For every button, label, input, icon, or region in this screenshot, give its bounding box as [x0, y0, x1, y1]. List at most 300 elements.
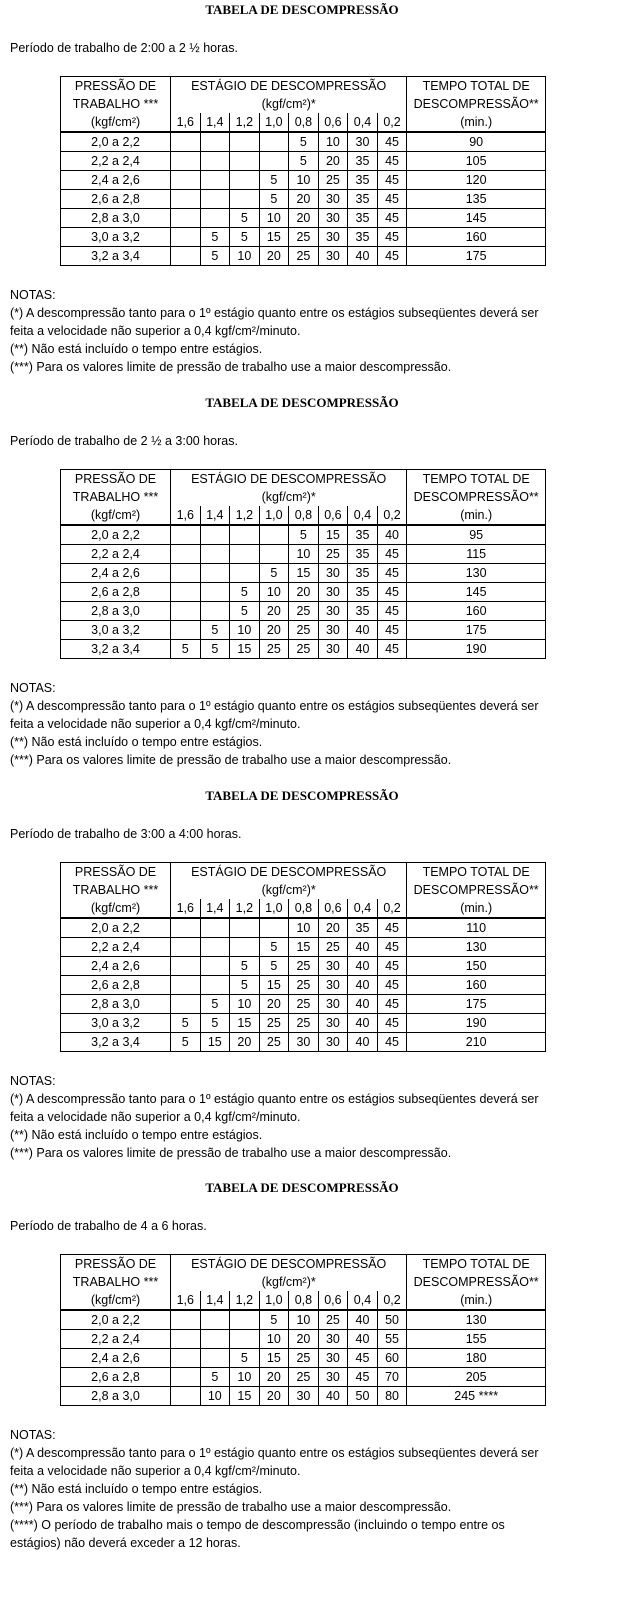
table-row: [61, 190, 546, 209]
header-stage-7: 0,4: [348, 506, 378, 525]
header-stage-8: 0,2: [377, 899, 407, 918]
stage-cell: 15: [230, 1014, 260, 1033]
total-time-cell: 160: [407, 976, 546, 995]
stage-cell: 5: [230, 228, 260, 247]
pressure-cell: 2,0 a 2,2: [61, 132, 171, 152]
note-line: feita a velocidade não superior a 0,4 kgf/cm²/minuto.: [10, 324, 301, 338]
stage-cell: 30: [318, 1330, 348, 1349]
pressure-cell: 2,0 a 2,2: [61, 918, 171, 938]
header-stage-title: ESTÁGIO DE DESCOMPRESSÃO: [171, 1255, 407, 1274]
stage-cell: 20: [259, 602, 289, 621]
stage-cell: 40: [377, 525, 407, 545]
pressure-cell: 2,8 a 3,0: [61, 995, 171, 1014]
stage-cell: 5: [289, 525, 319, 545]
stage-cell: 30: [318, 602, 348, 621]
stage-cell: [230, 171, 260, 190]
header-total-line3: (min.): [407, 506, 546, 525]
header-pressure-line3: (kgf/cm²): [61, 899, 171, 918]
pressure-cell: 2,0 a 2,2: [61, 525, 171, 545]
stage-cell: 40: [348, 640, 378, 659]
stage-cell: 30: [318, 247, 348, 266]
stage-cell: 30: [318, 621, 348, 640]
header-total-line1: TEMPO TOTAL DE: [407, 1255, 546, 1274]
table-row: [61, 957, 546, 976]
table-row: [61, 171, 546, 190]
stage-cell: 15: [259, 976, 289, 995]
stage-cell: 25: [259, 1033, 289, 1052]
stage-cell: 25: [289, 1368, 319, 1387]
stage-cell: [259, 152, 289, 171]
work-period: Período de trabalho de 3:00 a 4:00 horas.: [10, 827, 242, 841]
total-time-cell: 190: [407, 1014, 546, 1033]
header-stage-8: 0,2: [377, 1291, 407, 1310]
stage-cell: [171, 1330, 201, 1349]
stage-cell: 10: [289, 545, 319, 564]
notes-heading: NOTAS:: [10, 1074, 56, 1088]
header-row: [61, 506, 546, 525]
stage-cell: 5: [289, 152, 319, 171]
stage-cell: 15: [289, 564, 319, 583]
note-line: (*) A descompressão tanto para o 1º estágio quanto entre os estágios subseqüentes deverá ser: [10, 699, 539, 713]
stage-cell: 30: [348, 132, 378, 152]
total-time-cell: 160: [407, 228, 546, 247]
stage-cell: 55: [377, 1330, 407, 1349]
stage-cell: [259, 918, 289, 938]
stage-cell: 40: [348, 957, 378, 976]
header-row: [61, 899, 546, 918]
note-line: estágios) não deverá exceder a 12 horas.: [10, 1536, 241, 1550]
stage-cell: 40: [348, 938, 378, 957]
stage-cell: [200, 132, 230, 152]
stage-cell: [200, 190, 230, 209]
stage-cell: 45: [377, 564, 407, 583]
note-line: (**) Não está incluído o tempo entre estágios.: [10, 342, 263, 356]
header-stage-4: 1,0: [259, 899, 289, 918]
stage-cell: 30: [318, 583, 348, 602]
header-total-line1: TEMPO TOTAL DE: [407, 863, 546, 882]
stage-cell: 15: [230, 640, 260, 659]
note-line: feita a velocidade não superior a 0,4 kgf/cm²/minuto.: [10, 1464, 301, 1478]
stage-cell: 25: [289, 228, 319, 247]
stage-cell: [200, 1330, 230, 1349]
stage-cell: 50: [348, 1387, 378, 1406]
total-time-cell: 130: [407, 938, 546, 957]
stage-cell: 30: [318, 957, 348, 976]
stage-cell: [171, 247, 201, 266]
table-row: [61, 525, 546, 545]
header-stage-1: 1,6: [171, 1291, 201, 1310]
stage-cell: 45: [377, 583, 407, 602]
header-pressure-line2: TRABALHO ***: [61, 1273, 171, 1291]
header-total-line2: DESCOMPRESSÃO**: [407, 881, 546, 899]
stage-cell: [230, 918, 260, 938]
stage-cell: [171, 995, 201, 1014]
pressure-cell: 2,6 a 2,8: [61, 583, 171, 602]
stage-cell: 35: [348, 190, 378, 209]
pressure-cell: 2,2 a 2,4: [61, 938, 171, 957]
stage-cell: 25: [318, 545, 348, 564]
table-row: [61, 564, 546, 583]
header-pressure-line3: (kgf/cm²): [61, 1291, 171, 1310]
total-time-cell: 245 ****: [407, 1387, 546, 1406]
header-pressure-line3: (kgf/cm²): [61, 506, 171, 525]
header-total-line1: TEMPO TOTAL DE: [407, 77, 546, 96]
stage-cell: [171, 938, 201, 957]
stage-cell: 45: [377, 171, 407, 190]
stage-cell: [171, 957, 201, 976]
header-stage-4: 1,0: [259, 1291, 289, 1310]
stage-cell: 5: [200, 228, 230, 247]
header-row: [61, 863, 546, 882]
stage-cell: 10: [230, 1368, 260, 1387]
total-time-cell: 120: [407, 171, 546, 190]
stage-cell: [230, 545, 260, 564]
note-line: (***) Para os valores limite de pressão de trabalho use a maior descompressão.: [10, 1500, 452, 1514]
total-time-cell: 145: [407, 209, 546, 228]
stage-cell: 5: [259, 938, 289, 957]
notes-heading: NOTAS:: [10, 288, 56, 302]
table-row: [61, 1349, 546, 1368]
header-total-line3: (min.): [407, 113, 546, 132]
stage-cell: 30: [318, 564, 348, 583]
stage-cell: [200, 545, 230, 564]
header-total-line1: TEMPO TOTAL DE: [407, 470, 546, 489]
stage-cell: 45: [377, 152, 407, 171]
header-stage-6: 0,6: [318, 1291, 348, 1310]
header-stage-1: 1,6: [171, 899, 201, 918]
pressure-cell: 3,2 a 3,4: [61, 247, 171, 266]
header-pressure-line2: TRABALHO ***: [61, 488, 171, 506]
total-time-cell: 175: [407, 995, 546, 1014]
note-line: (***) Para os valores limite de pressão de trabalho use a maior descompressão.: [10, 753, 452, 767]
stage-cell: 40: [348, 995, 378, 1014]
header-stage-6: 0,6: [318, 506, 348, 525]
stage-cell: 45: [377, 190, 407, 209]
stage-cell: 45: [377, 957, 407, 976]
total-time-cell: 205: [407, 1368, 546, 1387]
stage-cell: 35: [348, 152, 378, 171]
header-stage-unit: (kgf/cm²)*: [171, 1273, 407, 1291]
stage-cell: [171, 209, 201, 228]
stage-cell: 10: [259, 1330, 289, 1349]
pressure-cell: 3,2 a 3,4: [61, 1033, 171, 1052]
stage-cell: 35: [348, 583, 378, 602]
notes-block: [10, 679, 610, 769]
stage-cell: 40: [348, 1014, 378, 1033]
stage-cell: 5: [230, 976, 260, 995]
header-stage-1: 1,6: [171, 506, 201, 525]
stage-cell: 20: [259, 995, 289, 1014]
stage-cell: 45: [377, 132, 407, 152]
header-row: [61, 1273, 546, 1291]
header-row: [61, 95, 546, 113]
stage-cell: 20: [318, 152, 348, 171]
header-total-line2: DESCOMPRESSÃO**: [407, 95, 546, 113]
table-title: TABELA DE DESCOMPRESSÃO: [205, 1180, 399, 1195]
stage-cell: 35: [348, 602, 378, 621]
stage-cell: 5: [171, 640, 201, 659]
table-row: [61, 1310, 546, 1330]
stage-cell: [200, 1349, 230, 1368]
stage-cell: 25: [289, 995, 319, 1014]
table-row: [61, 1330, 546, 1349]
stage-cell: [200, 583, 230, 602]
header-stage-3: 1,2: [230, 113, 260, 132]
stage-cell: 15: [318, 525, 348, 545]
stage-cell: 15: [259, 1349, 289, 1368]
total-time-cell: 90: [407, 132, 546, 152]
stage-cell: [230, 190, 260, 209]
stage-cell: [200, 152, 230, 171]
stage-cell: 10: [230, 247, 260, 266]
pressure-cell: 3,0 a 3,2: [61, 228, 171, 247]
notes-block: [10, 1426, 610, 1552]
table-row: [61, 209, 546, 228]
stage-cell: 20: [259, 1368, 289, 1387]
header-row: [61, 1255, 546, 1274]
stage-cell: [171, 545, 201, 564]
stage-cell: 30: [318, 209, 348, 228]
total-time-cell: 105: [407, 152, 546, 171]
table-row: [61, 152, 546, 171]
header-pressure-line2: TRABALHO ***: [61, 95, 171, 113]
stage-cell: [200, 171, 230, 190]
table-title: TABELA DE DESCOMPRESSÃO: [205, 2, 399, 17]
stage-cell: 5: [230, 209, 260, 228]
header-total-line3: (min.): [407, 1291, 546, 1310]
header-stage-title: ESTÁGIO DE DESCOMPRESSÃO: [171, 77, 407, 96]
stage-cell: 5: [200, 1014, 230, 1033]
total-time-cell: 115: [407, 545, 546, 564]
pressure-cell: 3,0 a 3,2: [61, 1014, 171, 1033]
stage-cell: 35: [348, 564, 378, 583]
note-line: (***) Para os valores limite de pressão de trabalho use a maior descompressão.: [10, 360, 452, 374]
stage-cell: [171, 1310, 201, 1330]
header-stage-5: 0,8: [289, 1291, 319, 1310]
stage-cell: 5: [259, 1310, 289, 1330]
stage-cell: 5: [259, 190, 289, 209]
stage-cell: 45: [377, 938, 407, 957]
work-period: Período de trabalho de 2 ½ a 3:00 horas.: [10, 434, 238, 448]
stage-cell: 5: [230, 1349, 260, 1368]
stage-cell: 5: [259, 564, 289, 583]
note-line: (*) A descompressão tanto para o 1º estágio quanto entre os estágios subseqüentes deverá ser: [10, 1092, 539, 1106]
header-stage-7: 0,4: [348, 113, 378, 132]
stage-cell: 40: [348, 621, 378, 640]
table-row: [61, 621, 546, 640]
stage-cell: 5: [230, 583, 260, 602]
header-pressure-line1: PRESSÃO DE: [61, 863, 171, 882]
stage-cell: 35: [348, 918, 378, 938]
note-line: (*) A descompressão tanto para o 1º estágio quanto entre os estágios subseqüentes deverá ser: [10, 1446, 539, 1460]
total-time-cell: 190: [407, 640, 546, 659]
header-stage-6: 0,6: [318, 899, 348, 918]
table-row: [61, 640, 546, 659]
note-line: (*) A descompressão tanto para o 1º estágio quanto entre os estágios subseqüentes deverá ser: [10, 306, 539, 320]
stage-cell: 45: [377, 247, 407, 266]
stage-cell: 20: [230, 1033, 260, 1052]
stage-cell: 10: [318, 132, 348, 152]
stage-cell: 10: [259, 583, 289, 602]
header-total-line3: (min.): [407, 899, 546, 918]
total-time-cell: 210: [407, 1033, 546, 1052]
note-line: (**) Não está incluído o tempo entre estágios.: [10, 735, 263, 749]
header-pressure-line2: TRABALHO ***: [61, 881, 171, 899]
stage-cell: 5: [200, 995, 230, 1014]
stage-cell: [171, 171, 201, 190]
note-line: (****) O período de trabalho mais o tempo de descompressão (incluindo o tempo entre os: [10, 1518, 505, 1532]
stage-cell: [171, 976, 201, 995]
stage-cell: 10: [289, 171, 319, 190]
table-row: [61, 1014, 546, 1033]
header-row: [61, 470, 546, 489]
notes-block: [10, 1072, 610, 1162]
stage-cell: 5: [289, 132, 319, 152]
stage-cell: [230, 152, 260, 171]
header-stage-6: 0,6: [318, 113, 348, 132]
stage-cell: [171, 918, 201, 938]
stage-cell: 45: [377, 976, 407, 995]
stage-cell: 25: [289, 247, 319, 266]
stage-cell: [200, 525, 230, 545]
stage-cell: 35: [348, 209, 378, 228]
table-row: [61, 602, 546, 621]
header-row: [61, 1291, 546, 1310]
pressure-cell: 2,8 a 3,0: [61, 602, 171, 621]
pressure-cell: 2,8 a 3,0: [61, 1387, 171, 1406]
pressure-cell: 2,6 a 2,8: [61, 1368, 171, 1387]
header-stage-3: 1,2: [230, 899, 260, 918]
decompression-table: [60, 469, 546, 659]
stage-cell: 5: [200, 1368, 230, 1387]
pressure-cell: 2,4 a 2,6: [61, 1349, 171, 1368]
header-total-line2: DESCOMPRESSÃO**: [407, 488, 546, 506]
stage-cell: [200, 957, 230, 976]
decompression-table: [60, 862, 546, 1052]
stage-cell: 5: [259, 957, 289, 976]
stage-cell: 10: [289, 1310, 319, 1330]
stage-cell: 25: [318, 938, 348, 957]
header-pressure-line1: PRESSÃO DE: [61, 77, 171, 96]
table-row: [61, 132, 546, 152]
stage-cell: 60: [377, 1349, 407, 1368]
header-stage-title: ESTÁGIO DE DESCOMPRESSÃO: [171, 470, 407, 489]
header-stage-5: 0,8: [289, 506, 319, 525]
stage-cell: 25: [289, 1014, 319, 1033]
stage-cell: 30: [289, 1387, 319, 1406]
stage-cell: 35: [348, 525, 378, 545]
header-row: [61, 113, 546, 132]
stage-cell: 30: [318, 1033, 348, 1052]
table-row: [61, 1368, 546, 1387]
stage-cell: [171, 583, 201, 602]
stage-cell: 25: [318, 1310, 348, 1330]
header-stage-unit: (kgf/cm²)*: [171, 488, 407, 506]
table-row: [61, 583, 546, 602]
pressure-cell: 2,2 a 2,4: [61, 545, 171, 564]
stage-cell: 30: [318, 995, 348, 1014]
stage-cell: 40: [348, 1310, 378, 1330]
stage-cell: 25: [259, 640, 289, 659]
pressure-cell: 2,0 a 2,2: [61, 1310, 171, 1330]
header-stage-title: ESTÁGIO DE DESCOMPRESSÃO: [171, 863, 407, 882]
stage-cell: [259, 545, 289, 564]
stage-cell: 45: [377, 602, 407, 621]
stage-cell: 15: [289, 938, 319, 957]
stage-cell: 15: [200, 1033, 230, 1052]
stage-cell: 30: [318, 976, 348, 995]
stage-cell: 5: [259, 171, 289, 190]
stage-cell: 25: [318, 171, 348, 190]
header-row: [61, 881, 546, 899]
stage-cell: 30: [318, 190, 348, 209]
stage-cell: 10: [259, 209, 289, 228]
stage-cell: 25: [289, 602, 319, 621]
pressure-cell: 2,8 a 3,0: [61, 209, 171, 228]
header-stage-8: 0,2: [377, 113, 407, 132]
stage-cell: 30: [289, 1033, 319, 1052]
stage-cell: [230, 1310, 260, 1330]
table-row: [61, 545, 546, 564]
stage-cell: [200, 1310, 230, 1330]
header-pressure-line3: (kgf/cm²): [61, 113, 171, 132]
table-row: [61, 1387, 546, 1406]
table-row: [61, 1033, 546, 1052]
note-line: (**) Não está incluído o tempo entre estágios.: [10, 1128, 263, 1142]
stage-cell: 35: [348, 228, 378, 247]
stage-cell: 70: [377, 1368, 407, 1387]
stage-cell: [171, 1349, 201, 1368]
stage-cell: 5: [230, 957, 260, 976]
stage-cell: [200, 602, 230, 621]
notes-heading: NOTAS:: [10, 681, 56, 695]
work-period: Período de trabalho de 2:00 a 2 ½ horas.: [10, 41, 238, 55]
pressure-cell: 2,6 a 2,8: [61, 976, 171, 995]
pressure-cell: 3,0 a 3,2: [61, 621, 171, 640]
stage-cell: [230, 564, 260, 583]
table-title: TABELA DE DESCOMPRESSÃO: [205, 788, 399, 803]
total-time-cell: 135: [407, 190, 546, 209]
stage-cell: 35: [348, 545, 378, 564]
header-stage-unit: (kgf/cm²)*: [171, 881, 407, 899]
table-row: [61, 938, 546, 957]
note-line: (***) Para os valores limite de pressão de trabalho use a maior descompressão.: [10, 1146, 452, 1160]
pressure-cell: 2,6 a 2,8: [61, 190, 171, 209]
stage-cell: 15: [230, 1387, 260, 1406]
stage-cell: 45: [377, 1033, 407, 1052]
stage-cell: 10: [230, 995, 260, 1014]
stage-cell: [230, 1330, 260, 1349]
header-stage-1: 1,6: [171, 113, 201, 132]
total-time-cell: 175: [407, 621, 546, 640]
stage-cell: 40: [318, 1387, 348, 1406]
stage-cell: 25: [289, 976, 319, 995]
stage-cell: [200, 209, 230, 228]
pressure-cell: 2,4 a 2,6: [61, 171, 171, 190]
table-title: TABELA DE DESCOMPRESSÃO: [205, 395, 399, 410]
stage-cell: 25: [289, 621, 319, 640]
total-time-cell: 150: [407, 957, 546, 976]
stage-cell: [171, 132, 201, 152]
header-stage-5: 0,8: [289, 899, 319, 918]
stage-cell: 45: [377, 640, 407, 659]
note-line: (**) Não está incluído o tempo entre estágios.: [10, 1482, 263, 1496]
stage-cell: 30: [318, 1014, 348, 1033]
total-time-cell: 110: [407, 918, 546, 938]
stage-cell: 45: [348, 1349, 378, 1368]
header-stage-4: 1,0: [259, 506, 289, 525]
header-stage-3: 1,2: [230, 1291, 260, 1310]
